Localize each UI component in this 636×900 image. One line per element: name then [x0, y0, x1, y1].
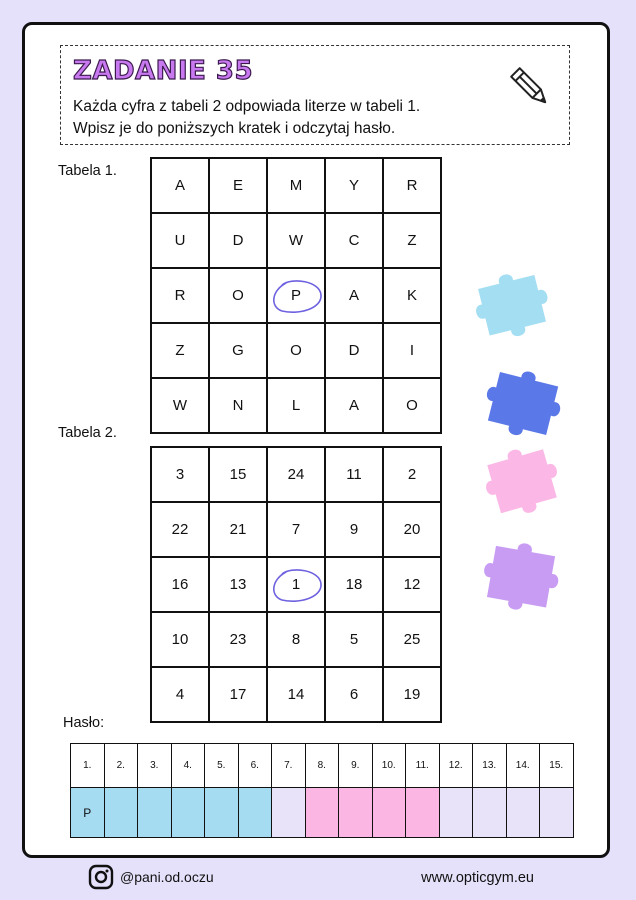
password-number: 3.	[138, 744, 172, 788]
table-1-cell: O	[383, 378, 441, 433]
password-number: 12.	[439, 744, 473, 788]
password-grid	[70, 743, 574, 838]
password-letter-box[interactable]	[372, 788, 406, 838]
table-1-row	[151, 268, 441, 323]
table-2-cell: 6	[325, 667, 383, 722]
table-2-cell: 11	[325, 447, 383, 502]
table-1-cell: D	[325, 323, 383, 378]
table-1-cell: N	[209, 378, 267, 433]
table-2-row	[151, 447, 441, 502]
table-1-row	[151, 213, 441, 268]
password-number: 8.	[305, 744, 339, 788]
puzzle-piece-icon	[475, 363, 575, 445]
table-1-cell: Y	[325, 158, 383, 213]
password-letter-box[interactable]	[171, 788, 205, 838]
password-letter-box[interactable]	[104, 788, 138, 838]
table-1-label: Tabela 1.	[58, 163, 117, 179]
instagram-handle-text: @pani.od.oczu	[120, 869, 214, 885]
table-2-row	[151, 557, 441, 612]
website-link[interactable]: www.opticgym.eu	[421, 870, 534, 886]
table-1-row	[151, 158, 441, 213]
password-number: 13.	[473, 744, 507, 788]
table-1-cell: R	[383, 158, 441, 213]
worksheet	[22, 22, 610, 858]
password-letter-box[interactable]	[138, 788, 172, 838]
table-2-cell: 14	[267, 667, 325, 722]
puzzle-piece-icon	[465, 265, 561, 345]
table-1-cell: E	[209, 158, 267, 213]
table-2-cell: 18	[325, 557, 383, 612]
table-1-cell: G	[209, 323, 267, 378]
table-1-cell: Z	[383, 213, 441, 268]
password-number: 15.	[540, 744, 574, 788]
password-letter-box[interactable]	[506, 788, 540, 838]
table-1-cell: L	[267, 378, 325, 433]
table-2-row	[151, 502, 441, 557]
hand-drawn-circle-icon	[268, 275, 326, 317]
puzzle-piece-icon	[475, 440, 571, 522]
table-2-cell: 23	[209, 612, 267, 667]
password-letter-box[interactable]	[540, 788, 574, 838]
table-2-cell: 17	[209, 667, 267, 722]
table-1-cell: W	[151, 378, 209, 433]
password-number: 9.	[339, 744, 373, 788]
password-letter-box[interactable]	[439, 788, 473, 838]
table-2-cell: 8	[267, 612, 325, 667]
table-1-row	[151, 323, 441, 378]
password-number: 5.	[205, 744, 239, 788]
task-box	[60, 45, 570, 145]
table-1-cell: A	[325, 268, 383, 323]
table-2-cell: 10	[151, 612, 209, 667]
table-1-cell: Z	[151, 323, 209, 378]
table-2	[150, 446, 442, 723]
table-2-cell: 15	[209, 447, 267, 502]
instagram-handle[interactable]	[88, 864, 214, 890]
table-2-cell: 16	[151, 557, 209, 612]
table-1-cell: O	[209, 268, 267, 323]
table-1-cell: U	[151, 213, 209, 268]
password-number: 1.	[71, 744, 105, 788]
table-2-cell: 2	[383, 447, 441, 502]
table-2-cell: 25	[383, 612, 441, 667]
table-2-cell: 21	[209, 502, 267, 557]
table-2-cell: 9	[325, 502, 383, 557]
puzzle-piece-icon	[473, 535, 573, 619]
hand-drawn-circle-icon	[268, 564, 326, 606]
table-2-cell: 4	[151, 667, 209, 722]
table-1-cell: K	[383, 268, 441, 323]
table-1-cell: I	[383, 323, 441, 378]
table-1-cell: A	[325, 378, 383, 433]
password-number: 2.	[104, 744, 138, 788]
table-2-cell: 1	[267, 557, 325, 612]
password-number: 7.	[272, 744, 306, 788]
table-1-row	[151, 378, 441, 433]
table-1-cell: D	[209, 213, 267, 268]
password-number: 14.	[506, 744, 540, 788]
table-2-cell: 20	[383, 502, 441, 557]
password-letter-box[interactable]	[305, 788, 339, 838]
password-label: Hasło:	[63, 715, 105, 731]
password-letter-box[interactable]	[339, 788, 373, 838]
table-2-row	[151, 667, 441, 722]
table-1-cell: O	[267, 323, 325, 378]
instagram-icon	[88, 864, 114, 890]
table-1-cell: C	[325, 213, 383, 268]
table-1	[150, 157, 442, 434]
task-instruction-line-1: Każda cyfra z tabeli 2 odpowiada literze w tabeli 1.	[73, 98, 421, 115]
table-2-cell: 22	[151, 502, 209, 557]
task-title: ZADANIE 35	[73, 56, 254, 86]
table-1-cell: W	[267, 213, 325, 268]
password-letter-box[interactable]: P	[71, 788, 105, 838]
task-instruction-line-2: Wpisz je do poniższych kratek i odczytaj hasło.	[73, 120, 396, 137]
table-2-cell: 7	[267, 502, 325, 557]
password-number: 4.	[171, 744, 205, 788]
table-2-cell: 12	[383, 557, 441, 612]
password-letter-box[interactable]	[406, 788, 440, 838]
password-letter-box[interactable]	[272, 788, 306, 838]
pencil-icon	[507, 64, 555, 112]
table-1-cell: M	[267, 158, 325, 213]
password-number: 10.	[372, 744, 406, 788]
table-2-cell: 3	[151, 447, 209, 502]
table-2-row	[151, 612, 441, 667]
table-1-cell: A	[151, 158, 209, 213]
password-number: 11.	[406, 744, 440, 788]
password-letter-box[interactable]	[205, 788, 239, 838]
table-2-cell: 19	[383, 667, 441, 722]
password-letter-box[interactable]	[473, 788, 507, 838]
table-2-label: Tabela 2.	[58, 425, 117, 441]
table-2-cell: 24	[267, 447, 325, 502]
table-1-cell: R	[151, 268, 209, 323]
table-1-cell: P	[267, 268, 325, 323]
password-letter-box[interactable]	[238, 788, 272, 838]
table-2-cell: 5	[325, 612, 383, 667]
password-number: 6.	[238, 744, 272, 788]
table-2-cell: 13	[209, 557, 267, 612]
